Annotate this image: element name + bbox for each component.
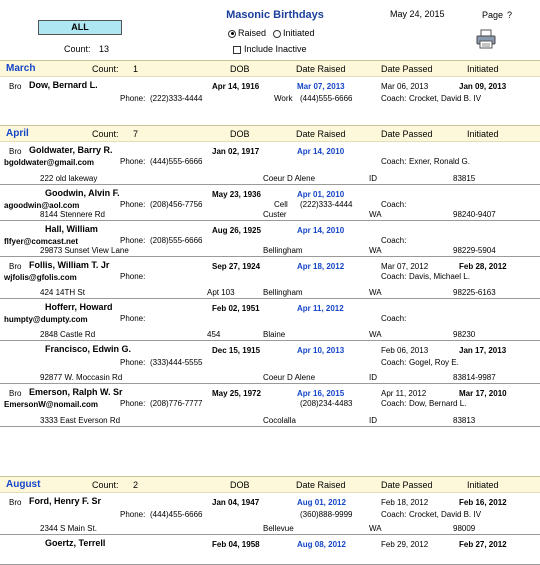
page-value: ? xyxy=(507,10,513,20)
member-address: 8144 Stennere Rd xyxy=(40,210,105,219)
member-state: WA xyxy=(369,246,382,255)
member-record[interactable] xyxy=(0,257,540,299)
column-header-raised: Date Raised xyxy=(296,129,346,139)
month-count-label: Count: xyxy=(92,129,119,139)
phone-label: Phone: xyxy=(120,94,146,103)
member-address: 2344 S Main St. xyxy=(40,524,97,533)
member-address: 222 old lakeway xyxy=(40,174,98,183)
member-zip: 98229-5904 xyxy=(453,246,496,255)
member-name: Hall, William xyxy=(45,224,98,234)
member-date-raised: Apr 14, 2010 xyxy=(297,226,345,235)
member-date-raised: Mar 07, 2013 xyxy=(297,82,345,91)
member-coach: Crocket, David B. IV xyxy=(409,510,482,519)
month-name: March xyxy=(6,63,36,74)
member-state: WA xyxy=(369,524,382,533)
member-name: Hofferr, Howard xyxy=(45,302,113,312)
member-prefix: Bro xyxy=(9,262,22,271)
member-record[interactable] xyxy=(0,341,540,384)
member-coach: Gogel, Roy E. xyxy=(409,358,459,367)
member-name: Goertz, Terrell xyxy=(45,538,106,548)
member-address: 2848 Castle Rd xyxy=(40,330,96,339)
month-header-april xyxy=(0,125,540,142)
member-dob: May 23, 1936 xyxy=(212,190,261,199)
phone-label: Phone: xyxy=(120,358,146,367)
coach-label: Coach: xyxy=(381,236,407,245)
member-prefix: Bro xyxy=(9,82,22,91)
member-apt: Apt 103 xyxy=(207,288,235,297)
member-prefix: Bro xyxy=(9,389,22,398)
member-state: WA xyxy=(369,210,382,219)
member-record[interactable] xyxy=(0,384,540,427)
member-email: EmersonW@nomail.com xyxy=(4,400,99,409)
column-header-passed: Date Passed xyxy=(381,64,433,74)
report-header xyxy=(0,0,540,60)
member-date-raised: Aug 08, 2012 xyxy=(297,540,346,549)
checkbox-icon xyxy=(233,46,241,54)
member-coach: Crocket, David B. IV xyxy=(409,94,482,103)
coach-label: Coach: xyxy=(381,399,407,408)
column-header-dob: DOB xyxy=(230,129,250,139)
month-count-label: Count: xyxy=(92,480,119,490)
member-record[interactable] xyxy=(0,221,540,257)
member-email: flfyer@comcast.net xyxy=(4,237,79,246)
month-count: 2 xyxy=(133,480,139,490)
member-name: Goodwin, Alvin F. xyxy=(45,188,120,198)
member-date-passed: Mar 06, 2013 xyxy=(381,82,429,91)
member-city: Bellingham xyxy=(263,288,303,297)
phone-label: Phone: xyxy=(120,157,146,166)
month-name: April xyxy=(6,128,29,139)
member-phone2: (360)888-9999 xyxy=(300,510,353,519)
member-dob: Apr 14, 1916 xyxy=(212,82,260,91)
member-zip: 83813 xyxy=(453,416,476,425)
column-header-raised: Date Raised xyxy=(296,64,346,74)
page-title: Masonic Birthdays xyxy=(226,9,324,21)
phone-label: Phone: xyxy=(120,272,146,281)
member-email: agoodwin@aol.com xyxy=(4,201,80,210)
radio-empty-icon xyxy=(273,30,281,38)
member-city: Bellevue xyxy=(263,524,294,533)
member-date-initiated: Feb 16, 2012 xyxy=(459,498,507,507)
member-city: Coeur D Alene xyxy=(263,174,316,183)
member-state: ID xyxy=(369,174,377,183)
phone-label: Phone: xyxy=(120,510,146,519)
member-date-passed: Feb 29, 2012 xyxy=(381,540,429,549)
column-header-initiated: Initiated xyxy=(467,480,499,490)
member-state: ID xyxy=(369,373,377,382)
member-date-raised: Apr 11, 2012 xyxy=(297,304,344,313)
member-state: ID xyxy=(369,416,377,425)
member-name: Dow, Bernard L. xyxy=(29,80,98,90)
month-count: 7 xyxy=(133,129,139,139)
printer-icon[interactable] xyxy=(476,29,496,49)
column-header-initiated: Initiated xyxy=(467,64,499,74)
member-date-passed: Feb 06, 2013 xyxy=(381,346,429,355)
member-record[interactable] xyxy=(0,142,540,185)
coach-label: Coach: xyxy=(381,94,407,103)
member-phone: (208)555-6666 xyxy=(150,236,203,245)
member-email: humpty@dumpty.com xyxy=(4,315,88,324)
member-name: Ford, Henry F. Sr xyxy=(29,496,102,506)
member-date-raised: Apr 10, 2013 xyxy=(297,346,345,355)
member-date-raised: Apr 01, 2010 xyxy=(297,190,345,199)
member-dob: Jan 02, 1917 xyxy=(212,147,260,156)
member-phone2: (208)234-4483 xyxy=(300,399,353,408)
column-header-passed: Date Passed xyxy=(381,480,433,490)
member-date-raised: Apr 18, 2012 xyxy=(297,262,345,271)
initiated-radio[interactable]: Initiated xyxy=(273,28,315,38)
phone-label: Phone: xyxy=(120,314,146,323)
page-label: Page xyxy=(482,10,504,20)
member-email: wjfolis@gfolis.com xyxy=(4,273,77,282)
member-zip: 98240-9407 xyxy=(453,210,496,219)
coach-label: Coach: xyxy=(381,200,407,209)
member-phone: (333)444-5555 xyxy=(150,358,203,367)
phone2-label: Cell xyxy=(274,200,288,209)
member-date-initiated: Mar 17, 2010 xyxy=(459,389,507,398)
member-city: Cocolalla xyxy=(263,416,296,425)
member-date-raised: Apr 14, 2010 xyxy=(297,147,345,156)
total-count: 13 xyxy=(99,44,110,54)
member-record[interactable] xyxy=(0,535,540,565)
member-city: Custer xyxy=(263,210,287,219)
member-coach: Dow, Bernard L. xyxy=(409,399,467,408)
member-address: 29873 Sunset View Lane xyxy=(40,246,129,255)
member-dob: Dec 15, 1915 xyxy=(212,346,261,355)
member-date-raised: Aug 01, 2012 xyxy=(297,498,346,507)
member-dob: Jan 04, 1947 xyxy=(212,498,260,507)
member-record[interactable] xyxy=(0,299,540,341)
member-state: WA xyxy=(369,288,382,297)
phone2-label: Work xyxy=(274,94,293,103)
column-header-initiated: Initiated xyxy=(467,129,499,139)
member-date-passed: Apr 11, 2012 xyxy=(381,389,427,398)
member-zip: 83815 xyxy=(453,174,476,183)
member-record[interactable] xyxy=(0,493,540,535)
member-zip: 98230 xyxy=(453,330,476,339)
member-phone: (444)555-6666 xyxy=(150,157,203,166)
member-email: bgoldwater@gmail.com xyxy=(4,158,95,167)
column-header-dob: DOB xyxy=(230,64,250,74)
member-address: 92877 W. Moccasin Rd xyxy=(40,373,123,382)
member-city: Coeur D Alene xyxy=(263,373,316,382)
month-count-label: Count: xyxy=(92,64,119,74)
member-name: Emerson, Ralph W. Sr xyxy=(29,387,123,397)
member-dob: Sep 27, 1924 xyxy=(212,262,261,271)
member-dob: Feb 02, 1951 xyxy=(212,304,260,313)
phone-label: Phone: xyxy=(120,200,146,209)
coach-label: Coach: xyxy=(381,358,407,367)
member-state: WA xyxy=(369,330,382,339)
member-dob: May 25, 1972 xyxy=(212,389,261,398)
member-phone: (444)455-6666 xyxy=(150,510,203,519)
member-phone2: (444)555-6666 xyxy=(300,94,353,103)
member-city: Blaine xyxy=(263,330,286,339)
month-name: August xyxy=(6,479,41,490)
count-label: Count: xyxy=(64,44,91,54)
coach-label: Coach: xyxy=(381,272,407,281)
member-dob: Feb 04, 1958 xyxy=(212,540,260,549)
member-coach: Davis, Michael L. xyxy=(409,272,470,281)
member-date-passed: Feb 18, 2012 xyxy=(381,498,429,507)
member-prefix: Bro xyxy=(9,147,22,156)
member-name: Goldwater, Barry R. xyxy=(29,145,113,155)
raised-radio[interactable]: Raised xyxy=(228,28,266,38)
member-name: Francisco, Edwin G. xyxy=(45,344,132,354)
member-city: Bellingham xyxy=(263,246,303,255)
member-phone: (208)776-7777 xyxy=(150,399,203,408)
month-header-august xyxy=(0,476,540,493)
member-date-initiated: Jan 17, 2013 xyxy=(459,346,507,355)
member-address: 424 14TH St xyxy=(40,288,85,297)
column-header-raised: Date Raised xyxy=(296,480,346,490)
member-coach: Exner, Ronald G. xyxy=(409,157,470,166)
member-zip: 98225-6163 xyxy=(453,288,496,297)
phone-label: Phone: xyxy=(120,399,146,408)
coach-label: Coach: xyxy=(381,314,407,323)
phone-label: Phone: xyxy=(120,236,146,245)
member-name: Follis, William T. Jr xyxy=(29,260,110,270)
member-prefix: Bro xyxy=(9,498,22,507)
member-phone2: (222)333-4444 xyxy=(300,200,353,209)
member-apt: 454 xyxy=(207,330,221,339)
all-button[interactable]: ALL xyxy=(38,20,122,35)
member-dob: Aug 26, 1925 xyxy=(212,226,261,235)
month-header-march xyxy=(0,60,540,77)
member-zip: 83814-9987 xyxy=(453,373,496,382)
member-date-initiated: Jan 09, 2013 xyxy=(459,82,507,91)
member-address: 3333 East Everson Rd xyxy=(40,416,121,425)
coach-label: Coach: xyxy=(381,157,407,166)
coach-label: Coach: xyxy=(381,510,407,519)
report-date: May 24, 2015 xyxy=(390,9,445,19)
column-header-passed: Date Passed xyxy=(381,129,433,139)
month-count: 1 xyxy=(133,64,139,74)
include-inactive-checkbox[interactable]: Include Inactive xyxy=(233,44,307,54)
member-zip: 98009 xyxy=(453,524,476,533)
column-header-dob: DOB xyxy=(230,480,250,490)
radio-selected-icon xyxy=(228,30,236,38)
member-record[interactable] xyxy=(0,185,540,221)
member-date-initiated: Feb 27, 2012 xyxy=(459,540,507,549)
member-date-initiated: Feb 28, 2012 xyxy=(459,262,507,271)
member-phone: (208)456-7756 xyxy=(150,200,203,209)
member-date-passed: Mar 07, 2012 xyxy=(381,262,429,271)
member-date-raised: Apr 16, 2015 xyxy=(297,389,345,398)
member-phone: (222)333-4444 xyxy=(150,94,203,103)
